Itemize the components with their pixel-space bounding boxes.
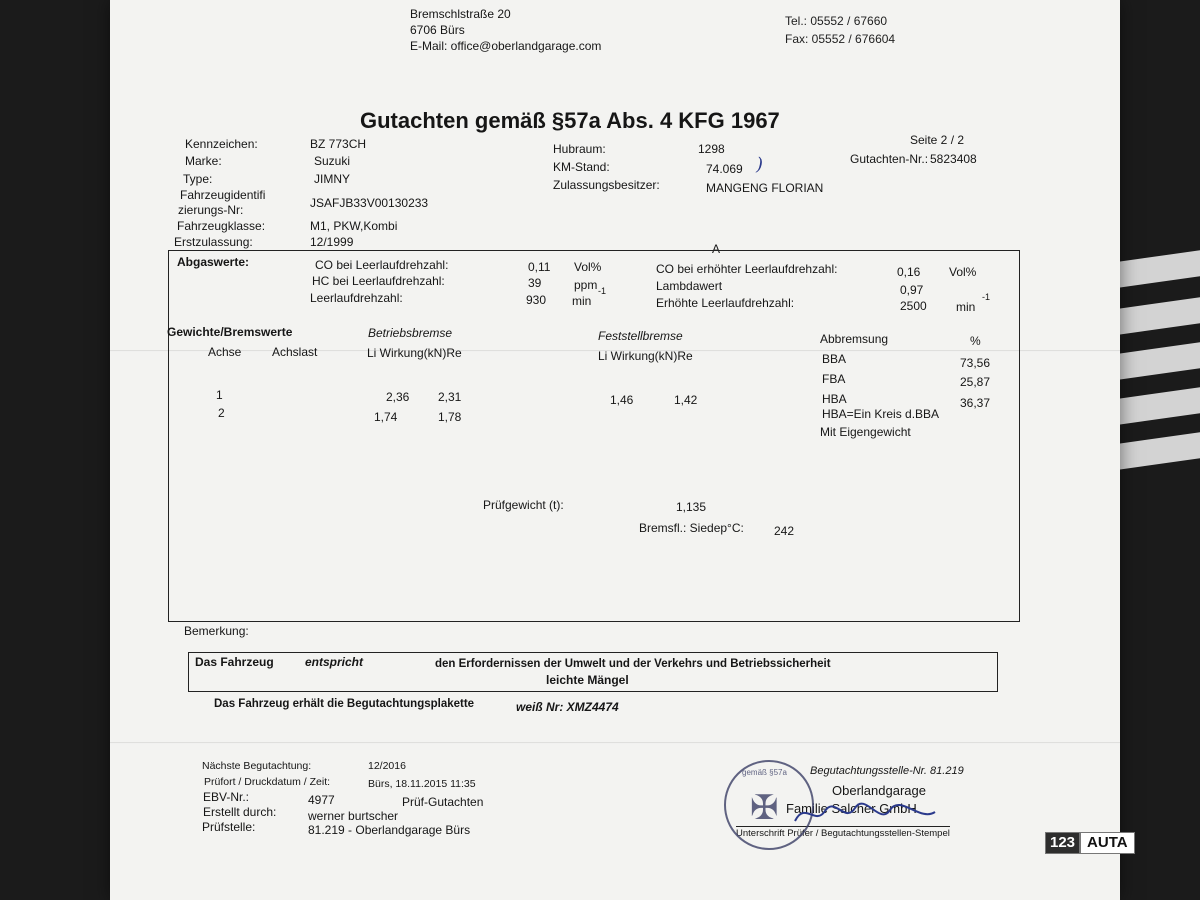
watermark-word: AUTA (1080, 832, 1135, 854)
besitzer-value: MANGENG FLORIAN (706, 181, 824, 195)
siedep-label: Bremsfl.: Siedep°C: (639, 521, 744, 535)
inspection-report-page (110, 0, 1120, 900)
brake-section-label: Gewichte/Bremswerte (167, 325, 293, 339)
type-value: JIMNY (314, 172, 350, 186)
naechste-label: Nächste Begutachtung: (202, 760, 312, 772)
erstzulassung-value: 12/1999 (310, 235, 354, 249)
ll-unit: min (572, 294, 592, 308)
co-hi-label: CO bei erhöhter Leerlaufdrehzahl: (656, 262, 838, 276)
watermark-number: 123 (1045, 832, 1080, 854)
co-label: CO bei Leerlaufdrehzahl: (315, 258, 449, 272)
company-address: Bremschlstraße 20 6706 Bürs E-Mail: office@oberlandgarage.com (410, 7, 602, 53)
row1-b-re: 2,31 (438, 390, 462, 404)
ll-value: 930 (526, 293, 547, 307)
stamp-text: gemäß §57a (742, 768, 787, 777)
ll-hi-exponent: -1 (982, 292, 991, 302)
garage-name: Oberlandgarage (832, 783, 926, 798)
familie-name: Familie Salcher GmbH (786, 801, 917, 816)
abgas-label: Abgaswerte: (177, 255, 250, 269)
pruefgewicht-value: 1,135 (676, 500, 707, 514)
km-value: 74.069 (706, 162, 743, 176)
siedep-value: 242 (774, 524, 795, 538)
page-number: Seite 2 / 2 (910, 133, 965, 147)
percent-header: % (970, 334, 981, 348)
eigengewicht-note: Mit Eigengewicht (820, 425, 911, 439)
besitzer-label: Zulassungsbesitzer: (553, 178, 660, 192)
ll-hi-value: 2500 (900, 299, 927, 313)
naechste-value: 12/2016 (368, 760, 406, 772)
co-unit: Vol% (574, 260, 602, 274)
pruefstelle-label: Prüfstelle: (202, 820, 256, 834)
ebv-label: EBV-Nr.: (203, 790, 250, 804)
company-contact: Tel.: 05552 / 67660 Fax: 05552 / 676604 (785, 14, 896, 46)
kennzeichen-label: Kennzeichen: (185, 137, 258, 151)
ebv-value: 4977 (308, 793, 335, 807)
bba-label: BBA (822, 352, 847, 366)
pruefstelle-value: 81.219 - Oberlandgarage Bürs (308, 823, 471, 837)
hubraum-label: Hubraum: (553, 142, 606, 156)
hubraum-value: 1298 (698, 142, 725, 156)
gutachten-value: 5823408 (930, 152, 977, 166)
row1-f-re: 1,42 (674, 393, 698, 407)
marke-value: Suzuki (314, 154, 351, 168)
watermark-logo (1045, 832, 1135, 854)
marker-a: A (712, 242, 721, 256)
co-value: 0,11 (528, 260, 551, 274)
pruefort-label: Prüfort / Druckdatum / Zeit: (204, 776, 331, 788)
ll-hi-unit: min (956, 300, 976, 314)
fin-label: zierungs-Nr: (178, 203, 244, 217)
achslast-header: Achslast (272, 345, 318, 359)
hc-label: HC bei Leerlaufdrehzahl: (312, 274, 445, 288)
hba-value: 36,37 (960, 396, 991, 410)
co-hi-unit: Vol% (949, 265, 977, 279)
bba-value: 73,56 (960, 356, 991, 370)
ll-exponent: -1 (598, 286, 607, 296)
pruefort-value: Bürs, 18.11.2015 11:35 (368, 778, 476, 790)
fin-value: JSAFJB33V00130233 (310, 196, 429, 210)
fin-label: Fahrzeugidentifi (180, 188, 266, 202)
co-hi-value: 0,16 (897, 265, 921, 279)
row1-achse: 1 (216, 388, 223, 402)
lambda-label: Lambdawert (656, 279, 723, 293)
pruef-gutachten: Prüf-Gutachten (402, 795, 484, 809)
fba-value: 25,87 (960, 375, 991, 389)
paper-fold (110, 742, 1120, 744)
handwritten-signature (790, 796, 940, 836)
feststellbremse-wirkung: Li Wirkung(kN)Re (598, 349, 693, 363)
hba-note: HBA=Ein Kreis d.BBA (822, 407, 940, 421)
handwritten-bracket: ) (756, 154, 764, 175)
eagle-icon: ✠ (750, 789, 779, 827)
result-text: den Erfordernissen der Umwelt und der Verkehrs und Betriebssicherheit (435, 658, 831, 670)
hc-unit: ppm (574, 278, 598, 292)
kennzeichen-value: BZ 773CH (310, 137, 367, 151)
klasse-label: Fahrzeugklasse: (177, 219, 266, 233)
result-vehicle: Das Fahrzeug (195, 655, 274, 669)
gutachten-label: Gutachten-Nr.: (850, 152, 929, 166)
erstellt-label: Erstellt durch: (203, 805, 277, 819)
row1-b-li: 2,36 (386, 390, 410, 404)
lambda-value: 0,97 (900, 283, 924, 297)
abbremsung-header: Abbremsung (820, 332, 889, 346)
result-maengel: leichte Mängel (546, 673, 629, 687)
row1-f-li: 1,46 (610, 393, 634, 407)
row2-b-li: 1,74 (374, 410, 398, 424)
stelle-number: Begutachtungsstelle-Nr. 81.219 (810, 765, 964, 777)
feststellbremse-header: Feststellbremse (598, 329, 683, 343)
plakette-text: Das Fahrzeug erhält die Begutachtungsplakette (214, 698, 475, 710)
plakette-number: weiß Nr: XMZ4474 (516, 700, 619, 714)
marke-label: Marke: (185, 154, 222, 168)
klasse-value: M1, PKW,Kombi (310, 219, 398, 233)
pruefgewicht-label: Prüfgewicht (t): (483, 498, 564, 512)
erstellt-value: werner burtscher (308, 809, 399, 823)
hc-value: 39 (528, 276, 542, 290)
row2-b-re: 1,78 (438, 410, 462, 424)
ll-label: Leerlaufdrehzahl: (310, 291, 403, 305)
signature-caption: Unterschrift Prüfer / Begutachtungsstellen-Stempel (736, 828, 950, 839)
km-label: KM-Stand: (553, 160, 610, 174)
achse-header: Achse (208, 345, 242, 359)
fba-label: FBA (822, 372, 846, 386)
betriebsbremse-wirkung: Li Wirkung(kN)Re (367, 346, 462, 360)
result-entspricht: entspricht (305, 655, 364, 669)
hba-label: HBA (822, 392, 847, 406)
ll-hi-label: Erhöhte Leerlaufdrehzahl: (656, 296, 795, 310)
row2-achse: 2 (218, 406, 225, 420)
betriebsbremse-header: Betriebsbremse (368, 326, 453, 340)
type-label: Type: (183, 172, 213, 186)
bemerkung-label: Bemerkung: (184, 624, 249, 638)
erstzulassung-label: Erstzulassung: (174, 235, 253, 249)
document-title: Gutachten gemäß §57a Abs. 4 KFG 1967 (360, 108, 780, 133)
